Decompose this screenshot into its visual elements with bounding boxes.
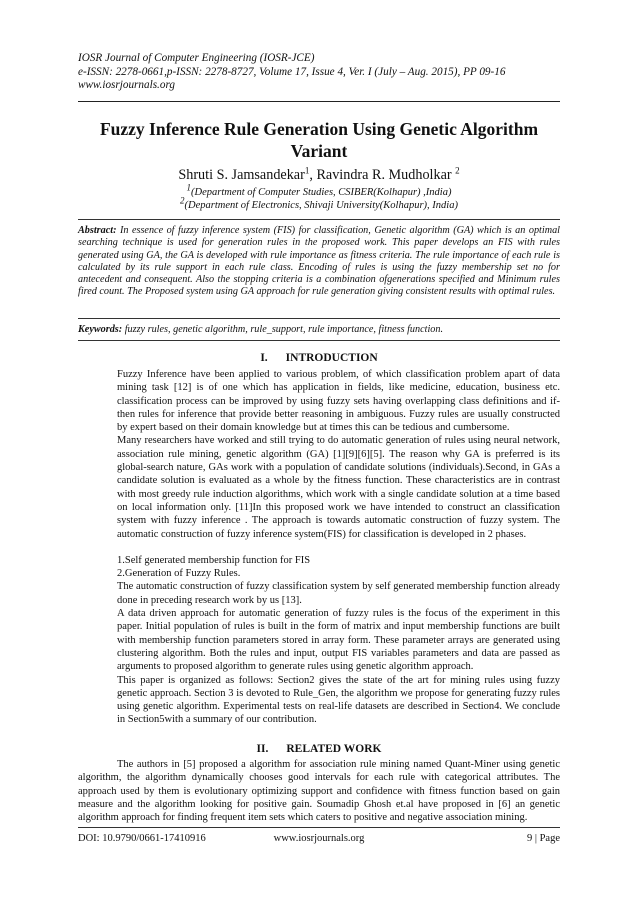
footer-page-number: 9 | Page xyxy=(526,833,560,844)
author-2-affiliation-mark: 2 xyxy=(455,165,460,176)
journal-issn: e-ISSN: 2278-0661,p-ISSN: 2278-8727, Volume 17, Issue 4, Ver. I (July – Aug. 2015), PP 09-16 xyxy=(78,65,506,78)
section-2-number: II. xyxy=(256,743,269,755)
affiliation-1-mark: 1 xyxy=(186,182,192,193)
related-work-paragraph-1: The authors in [5] proposed a algorithm for association rule mining named Quant-Miner using genetic algorithm, the algorithm dynamically chooses good intervals for each rule with categorical attributes. The approach used by them is evolutionary optimizing support and confidence with fitness function based on gain measure and the algorithm looking for positive gain. Soumadip Ghosh et.al have proposed in [6] an genetic algorithm approach for finding frequent item sets which caters to positive and negative association mining. xyxy=(78,759,560,824)
affiliation-1-text: (Department of Computer Studies, CSIBER(Kolhapur) ,India) xyxy=(191,187,452,198)
journal-site: www.iosrjournals.org xyxy=(78,79,175,92)
footer-doi: DOI: 10.9790/0661-17410916 xyxy=(78,833,206,844)
section-heading-introduction xyxy=(78,351,560,365)
paper-title xyxy=(78,118,560,162)
keywords xyxy=(78,324,560,336)
section-heading-related-work xyxy=(78,742,560,756)
section-1-title: INTRODUCTION xyxy=(285,352,378,364)
intro-paragraph-3: The automatic construction of fuzzy classification system by self generated membership function already done in preceding research work by us [13]. xyxy=(117,581,560,606)
abstract-top-divider xyxy=(78,219,560,220)
footer-divider xyxy=(78,827,560,828)
journal-header xyxy=(78,52,578,93)
intro-paragraph-1: Fuzzy Inference have been applied to various problem, of which classification problem apart of data mining task [12] is of one which has application in fields, like medicine, education, business etc. classification process can be improved by using fuzzy sets having overlapping class definitions and if-then rules for inference that provide better reasoning in ambiguous. Fuzzy rules are usually constructed by expert based on their domain knowledge but at times this can be tedious and cumbersome. xyxy=(117,369,560,434)
abstract-text: In essence of fuzzy inference system (FIS) for classification, Genetic algorithm (GA) which is an optimal searching technique is used for generation rules in the proposed work. This paper develops an FIS with rules generated using GA, the GA is developed with rule importance as fitness criteria. The rule importance of each rule is calculated by its rule support in each rule class. Encoding of rules is using the fuzzy membership set no for antecedent and consequent. Also the stopping criteria is a combination ofgenerations specified and Minimum rules fired count. The Proposed system using GA approach for rule generation giving consistent results with optimal rules. xyxy=(78,225,560,298)
abstract xyxy=(78,225,560,299)
affiliation-1 xyxy=(78,182,560,199)
footer-site: www.iosrjournals.org xyxy=(273,833,365,844)
intro-paragraph-4: A data driven approach for automatic generation of fuzzy rules is the focus of the experiment in this paper. Initial population of rules is built in the form of matrix and input membership functions are built with membership function parameters stored in array form. These parameter arrays are generated using clustering algorithm. Both the rules and input, output FIS variables parameters and data are passed as arguments to proposed algorithm to generate rules using genetic algorithm approach. xyxy=(117,608,560,673)
keywords-text: fuzzy rules, genetic algorithm, rule_support, rule importance, fitness function. xyxy=(122,324,444,335)
title-line-1: Fuzzy Inference Rule Generation Using Genetic Algorithm xyxy=(99,119,539,139)
section-2-title: RELATED WORK xyxy=(286,743,382,755)
affiliation-2-mark: 2 xyxy=(180,195,185,206)
intro-paragraph-2: Many researchers have worked and still trying to do automatic generation of rules using neural network, association rule mining, genetic algorithm (GA) [1][9][6][5]. The reason why GA is preferred is its global-search nature, GAs work with a population of candidate solutions (individuals).Second, in GAs a candidate solution is evaluated as a whole by the fitness function. These characteristics are in contrast with most greedy rule induction algorithms, which work with a single candidate solution at a time based on local information only. [11]In this proposed work we have intended to construct an classification system with fuzzy inference . The approach is towards automatic construction of fuzzy system. The automatic construction of fuzzy inference system(FIS) for classification is developed in 2 phases. xyxy=(117,435,560,540)
journal-name: IOSR Journal of Computer Engineering (IOSR-JCE) xyxy=(78,52,315,64)
section-1-number: I. xyxy=(260,352,268,364)
author-separator: , xyxy=(309,167,317,183)
affiliation-2 xyxy=(78,195,560,212)
intro-paragraph-5: This paper is organized as follows: Section2 gives the state of the art for mining rules using fuzzy genetic approach. Section 3 is devoted to Rule_Gen, the algorithm we propose for generating fuzzy rules using genetic algorithm. Experimental tests on real-life datasets are described in Section4. We conclude in Section5with a summary of our contribution. xyxy=(117,674,560,726)
header-divider xyxy=(78,101,560,102)
abstract-label: Abstract: xyxy=(78,225,117,236)
title-line-2: Variant xyxy=(290,141,348,161)
intro-list-item-2: 2.Generation of Fuzzy Rules. xyxy=(117,568,241,580)
intro-list-item-1: 1.Self generated membership function for FIS xyxy=(117,554,311,566)
author-1: Shruti S. Jamsandekar xyxy=(178,167,305,183)
abstract-bottom-divider xyxy=(78,318,560,319)
keywords-label: Keywords: xyxy=(78,324,123,335)
related-work-body xyxy=(78,758,560,824)
author-2: Ravindra R. Mudholkar xyxy=(316,167,452,183)
affiliation-2-text: (Department of Electronics, Shivaji University(Kolhapur), India) xyxy=(184,200,458,211)
author-1-affiliation-mark: 1 xyxy=(304,165,310,176)
author-list xyxy=(78,167,560,184)
paragraph-gap xyxy=(117,541,560,554)
keywords-divider xyxy=(78,340,560,341)
introduction-body xyxy=(117,368,560,727)
